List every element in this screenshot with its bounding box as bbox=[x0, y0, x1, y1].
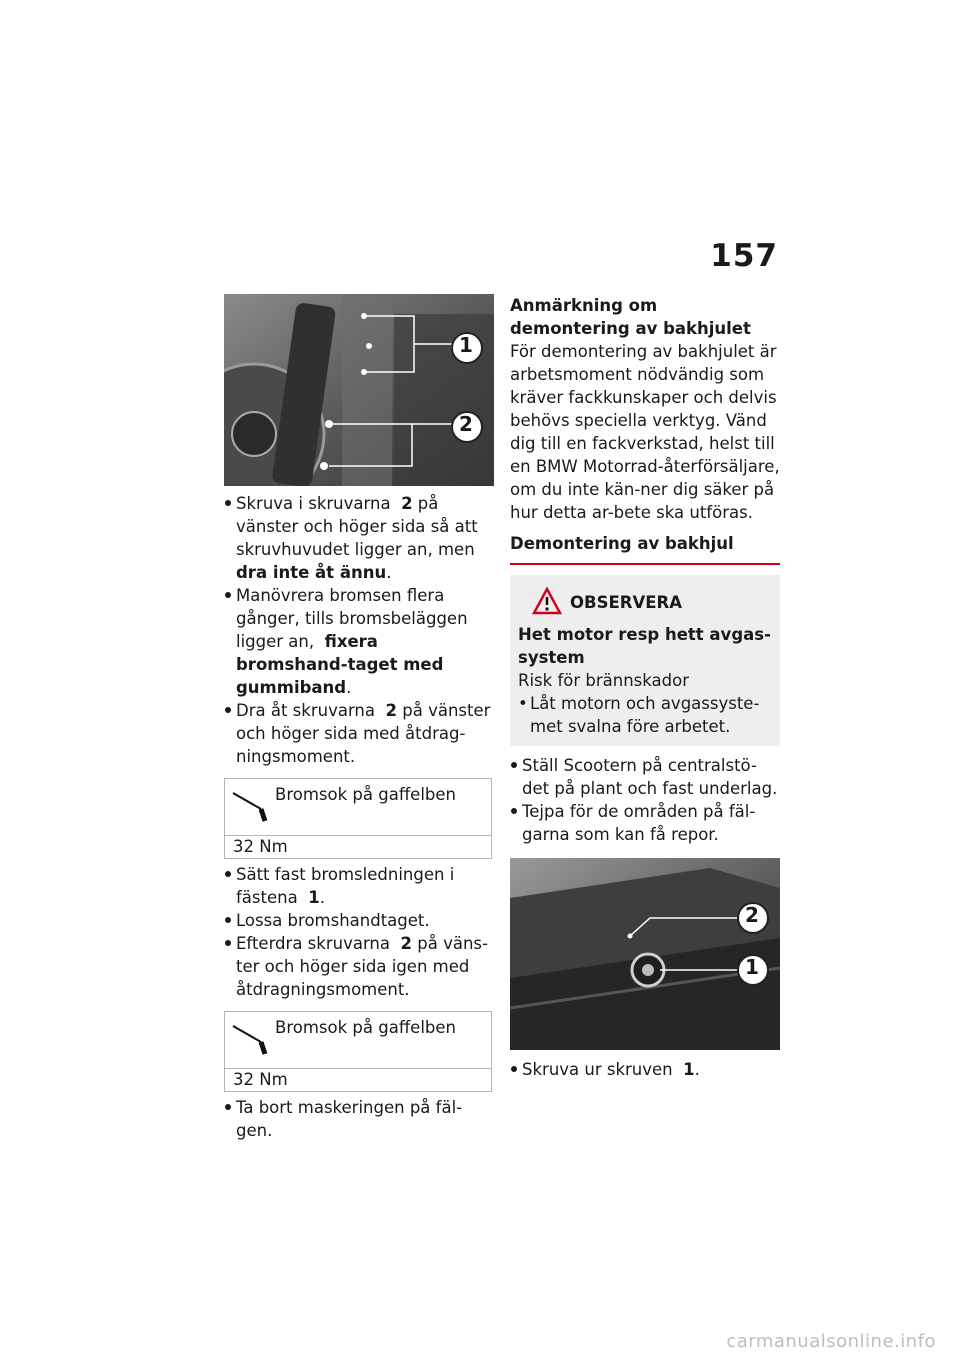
callout-2: 2 bbox=[745, 903, 759, 927]
warning-list bbox=[518, 692, 772, 738]
list-item: Lossa bromshandtaget. bbox=[224, 909, 494, 932]
left-steps-3 bbox=[224, 1096, 494, 1142]
list-item: Dra åt skruvarna 2 på vänster och höger sida med åtdrag-ningsmoment. bbox=[224, 699, 494, 768]
list-item: Manövrera bromsen flera gånger, tills bromsbeläggen ligger an, fixera bromshand-taget med gummiband. bbox=[224, 584, 494, 699]
right-steps-1 bbox=[510, 754, 780, 846]
section-heading: Demontering av bakhjul bbox=[510, 532, 780, 565]
warning-subtitle: Het motor resp hett avgas-system bbox=[518, 625, 771, 667]
list-item: Efterdra skruvarna 2 på väns-ter och höger sida igen med åtdragningsmoment. bbox=[224, 932, 494, 1001]
list-item: Skruva ur skruven 1. bbox=[510, 1058, 780, 1081]
warning-box bbox=[510, 575, 780, 746]
torque-wrench-icon bbox=[231, 1020, 271, 1056]
torque-spec-2 bbox=[224, 1011, 492, 1092]
torque-label: Bromsok på gaffelben bbox=[275, 1018, 457, 1037]
list-item: • Låt motorn och avgassyste-met svalna före arbetet. bbox=[518, 692, 772, 738]
torque-spec-1 bbox=[224, 778, 492, 859]
warning-icon bbox=[532, 587, 562, 615]
page-number: 157 bbox=[710, 238, 778, 274]
warning-risk: Risk för brännskador bbox=[518, 671, 689, 690]
right-steps-2 bbox=[510, 1058, 780, 1081]
warning-title: OBSERVERA bbox=[570, 593, 682, 612]
list-item: Tejpa för de områden på fäl-garna som kan få repor. bbox=[510, 800, 780, 846]
list-item: Ta bort maskeringen på fäl-gen. bbox=[224, 1096, 494, 1142]
torque-value: 32 Nm bbox=[233, 1070, 288, 1089]
list-item: Skruva i skruvarna 2 på vänster och höger sida så att skruvhuvudet ligger an, men dra inte åt ännu. bbox=[224, 492, 494, 584]
brake-caliper-illustration bbox=[224, 294, 494, 486]
left-steps-1 bbox=[224, 492, 494, 768]
callout-1: 1 bbox=[459, 333, 473, 357]
brake-caliper-figure bbox=[224, 294, 494, 486]
torque-value: 32 Nm bbox=[233, 837, 288, 856]
callout-2: 2 bbox=[459, 412, 473, 436]
rear-wheel-illustration bbox=[510, 858, 780, 1050]
note-heading: Anmärkning om demontering av bakhjulet bbox=[510, 296, 751, 338]
torque-label: Bromsok på gaffelben bbox=[275, 785, 457, 804]
rear-wheel-figure bbox=[510, 858, 780, 1050]
left-steps-2 bbox=[224, 863, 494, 1001]
callout-1: 1 bbox=[745, 955, 759, 979]
torque-wrench-icon bbox=[231, 787, 271, 823]
list-item: Ställ Scootern på centralstö-det på plant och fast underlag. bbox=[510, 754, 780, 800]
list-item: Sätt fast bromsledningen i fästena 1. bbox=[224, 863, 494, 909]
note-paragraph: För demontering av bakhjulet är arbetsmoment nödvändig som kräver fackkunskaper och delvis behövs speciella verktyg. Vänd dig till en fackverkstad, helst till en BMW Motorrad-återförsäljare, om du inte kän-ner dig säker på hur detta ar-bete ska utföras. bbox=[510, 342, 780, 522]
watermark: carmanualsonline.info bbox=[726, 1331, 936, 1352]
left-column bbox=[224, 294, 494, 1142]
right-column bbox=[510, 294, 780, 1081]
